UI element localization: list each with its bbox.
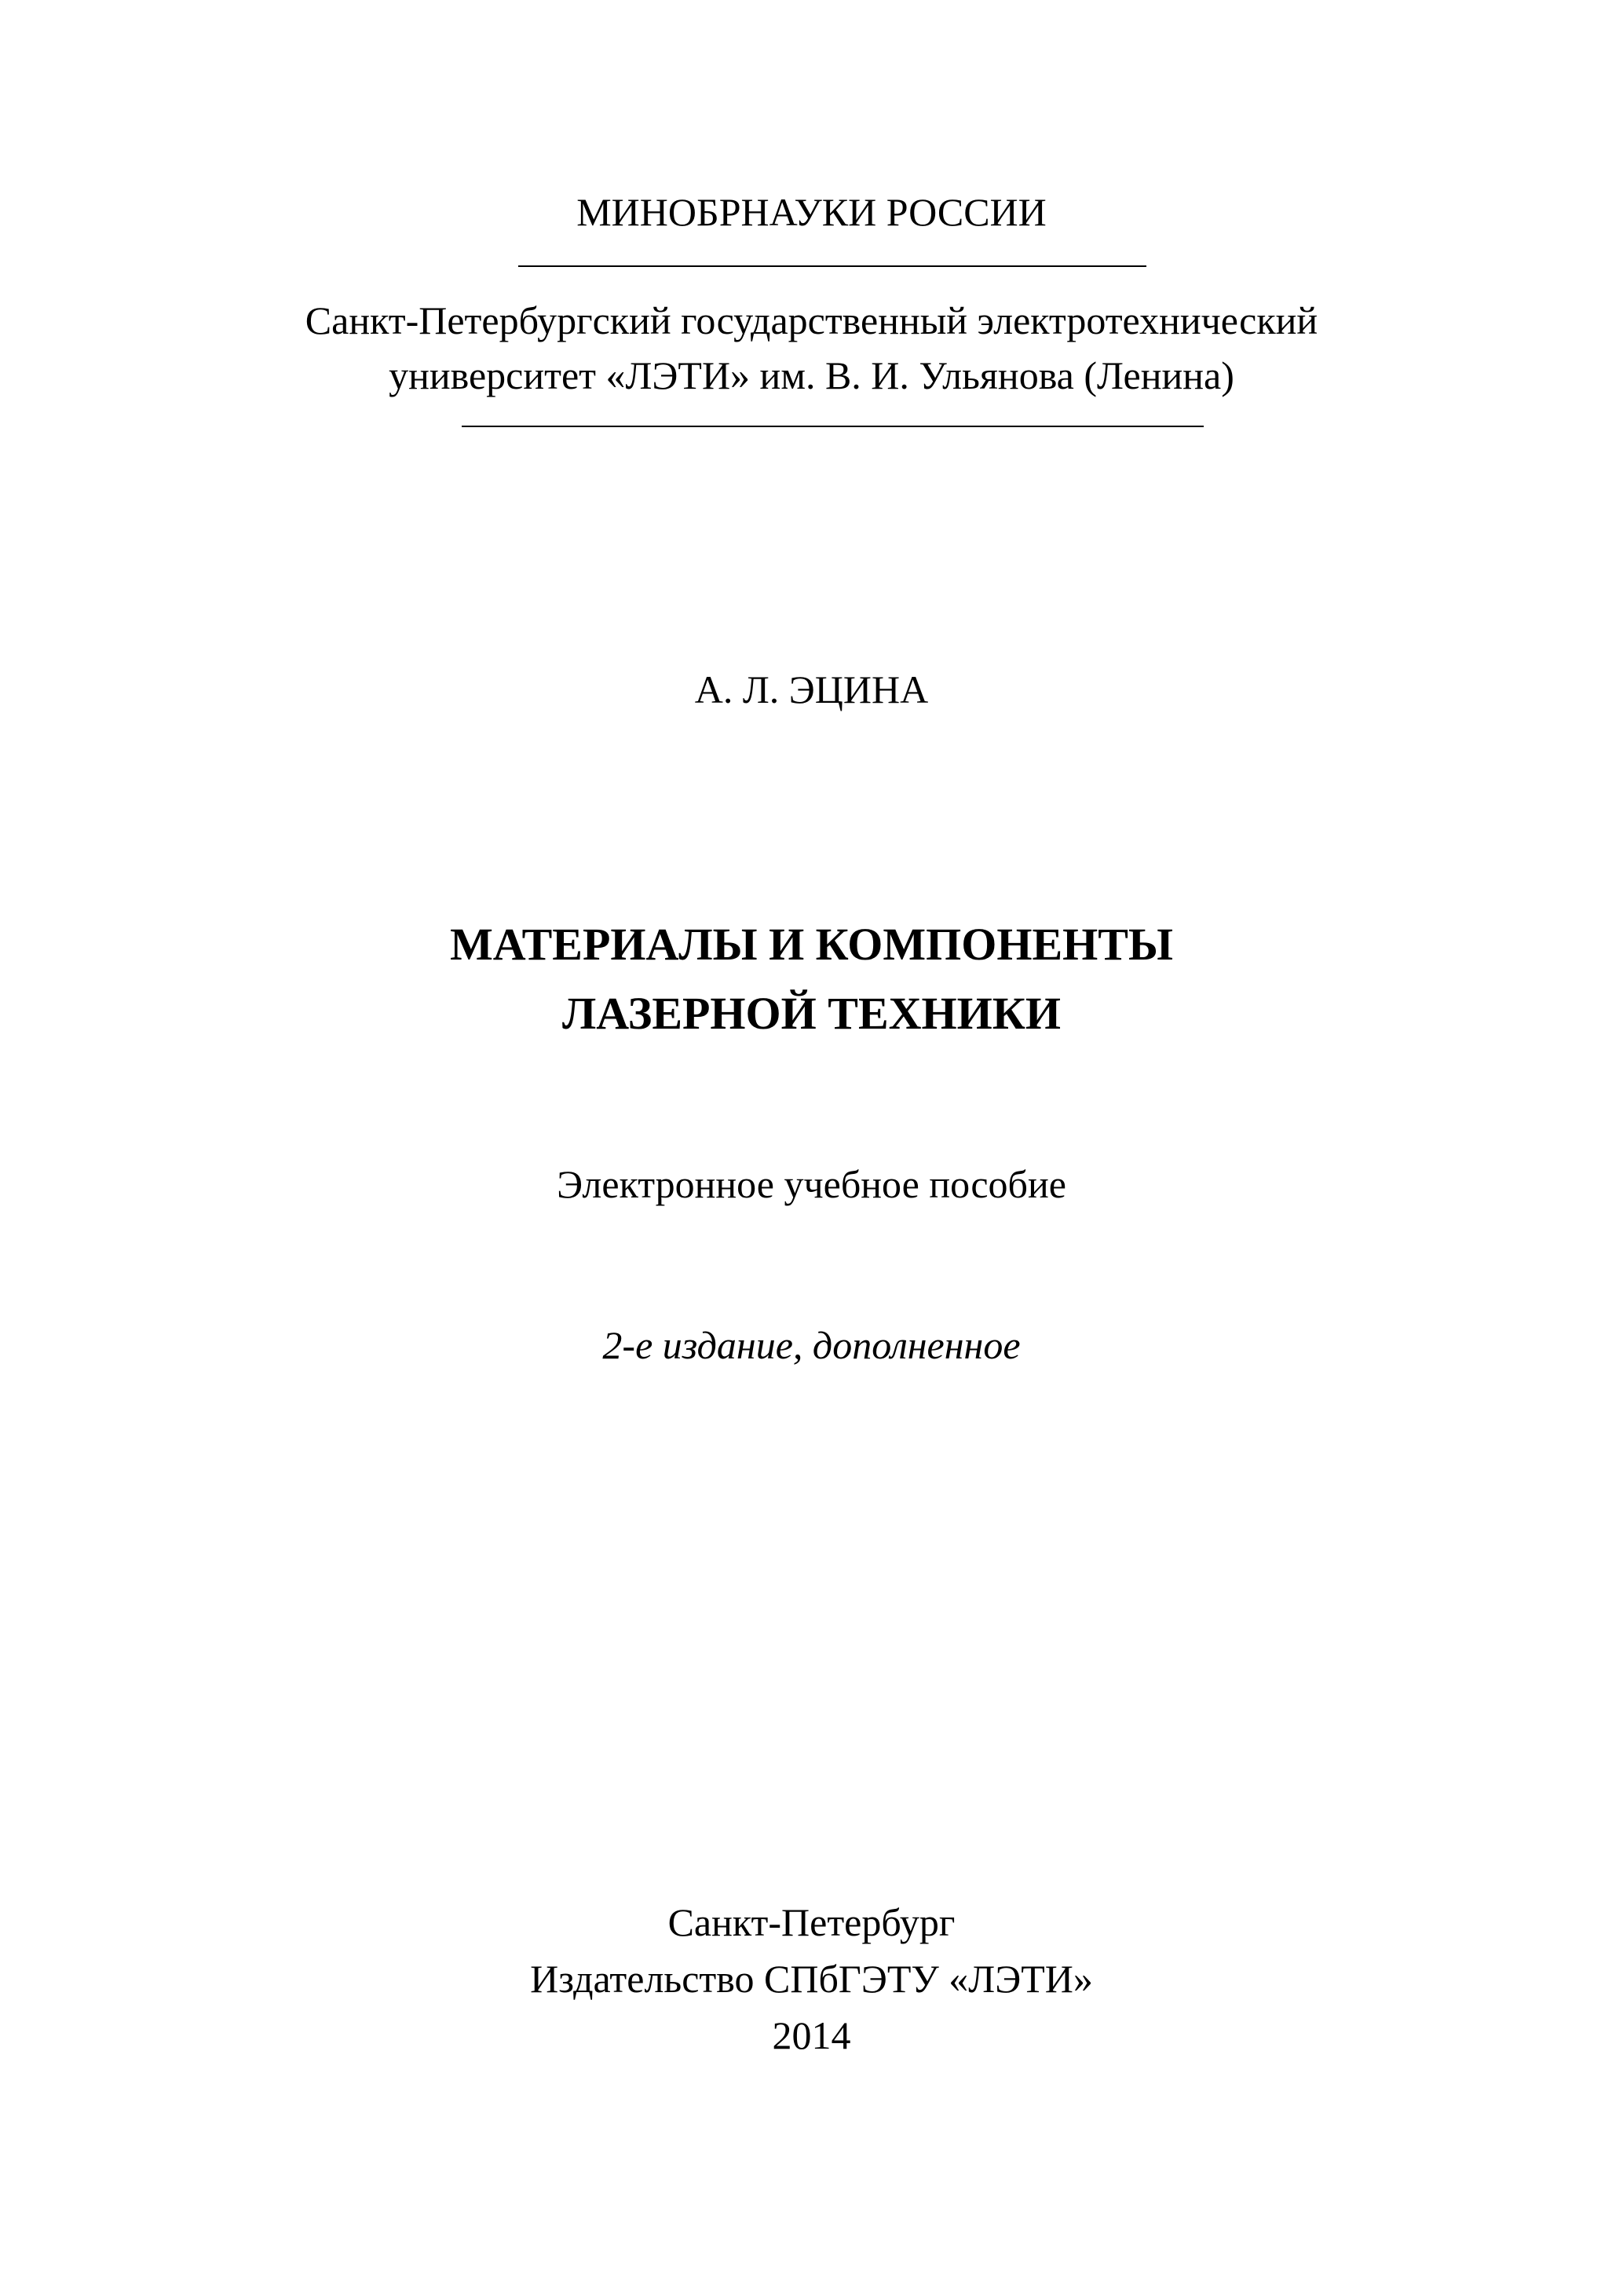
author-name: А. Л. ЭЦИНА (694, 667, 929, 711)
university-name-line-1: Санкт-Петербургский государственный электротехнический (305, 298, 1318, 342)
ministry-name: МИНОБРНАУКИ РОССИИ (576, 190, 1047, 234)
imprint-year: 2014 (772, 2013, 851, 2057)
imprint-publisher: Издательство СПбГЭТУ «ЛЭТИ» (530, 1957, 1093, 2001)
book-title-line-2: ЛАЗЕРНОЙ ТЕХНИКИ (562, 988, 1061, 1039)
header-divider-top (518, 265, 1146, 267)
header-divider-bottom (462, 426, 1204, 427)
book-title-line-1: МАТЕРИАЛЫ И КОМПОНЕНТЫ (450, 919, 1173, 970)
imprint-city: Санкт-Петербург (667, 1900, 956, 1944)
university-name-line-2: университет «ЛЭТИ» им. В. И. Ульянова (Ленина) (389, 353, 1234, 397)
book-subtitle: Электронное учебное пособие (557, 1162, 1066, 1206)
edition-note: 2-е издание, дополненное (602, 1323, 1021, 1367)
